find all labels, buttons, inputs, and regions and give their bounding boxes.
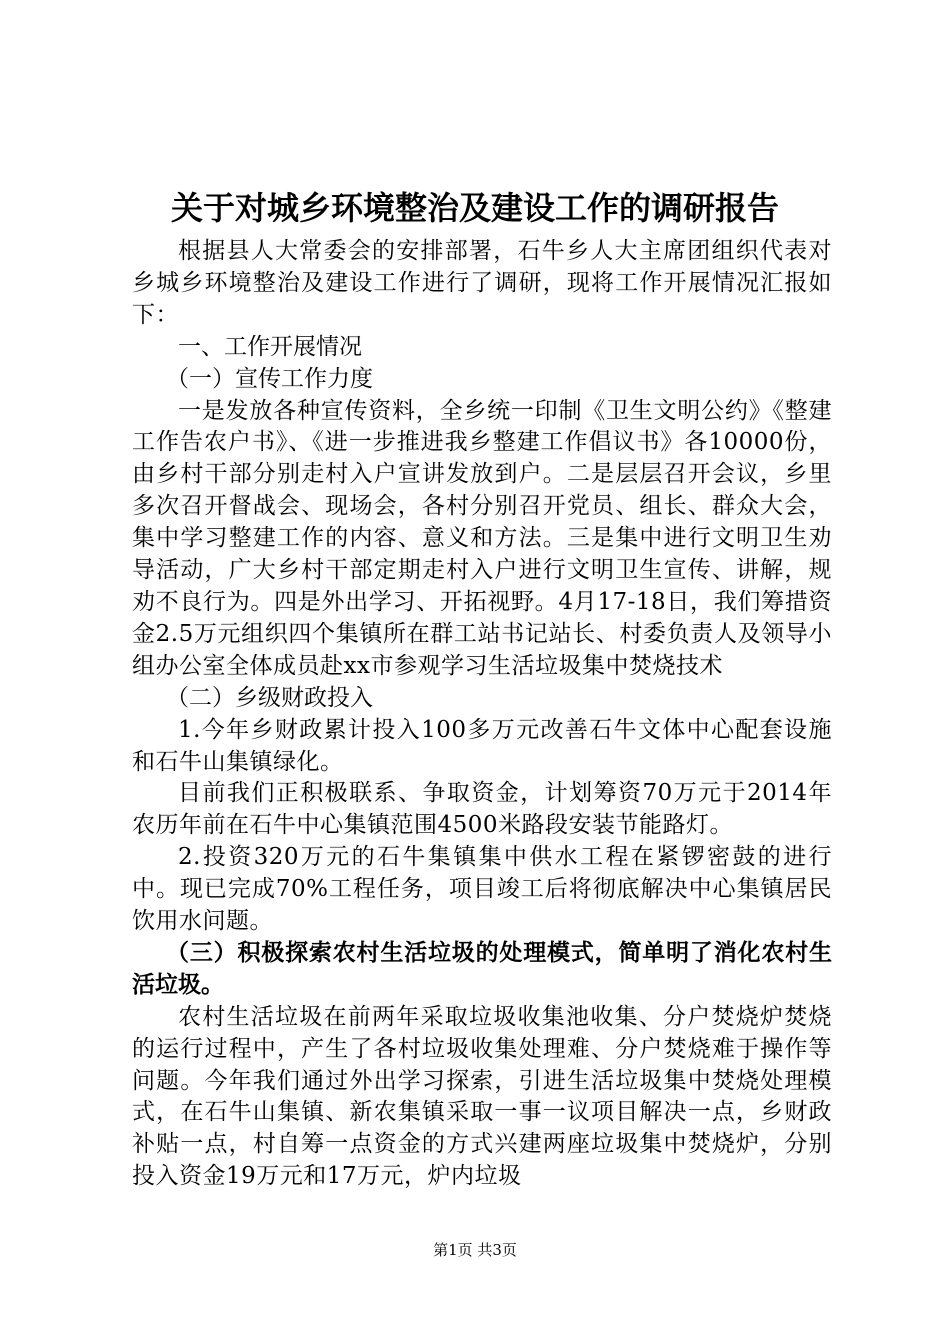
finance-paragraph-1: 1.今年乡财政累计投入100多万元改善石牛文体中心配套设施和石牛山集镇绿化。	[132, 716, 832, 775]
subsection-heading-finance: （二）乡级财政投入	[166, 684, 373, 711]
subsection-heading-publicity: （一）宣传工作力度	[166, 365, 373, 392]
document-title: 关于对城乡环境整治及建设工作的调研报告	[170, 189, 779, 227]
garbage-paragraph: 农村生活垃圾在前两年采取垃圾收集池收集、分户焚烧炉焚烧的运行过程中，产生了各村垃圾收集处理难、分户焚烧难于操作等问题。今年我们通过外出学习探索，引进生活垃圾集中焚烧处理模式，在石牛山集镇、新农集镇采取一事一议项目解决一点，乡财政补贴一点，村自筹一点资金的方式兴建两座垃圾集中焚烧炉，分别投入资金19万元和17万元，炉内垃圾	[132, 1003, 832, 1190]
finance-paragraph-2: 目前我们正积极联系、争取资金，计划筹资70万元于2014年农历年前在石牛中心集镇范围4500米路段安装节能路灯。	[132, 780, 832, 839]
page-number-footer: 第1页 共3页	[433, 1241, 517, 1259]
section-heading-work-status: 一、工作开展情况	[178, 333, 362, 360]
document-body	[132, 236, 832, 1193]
intro-paragraph: 根据县人大常委会的安排部署，石牛乡人大主席团组织代表对乡城乡环境整治及建设工作进行了调研，现将工作开展情况汇报如下：	[132, 238, 832, 328]
finance-paragraph-3: 2.投资320万元的石牛集镇集中供水工程在紧锣密鼓的进行中。现已完成70%工程任务，项目竣工后将彻底解决中心集镇居民饮用水问题。	[132, 844, 832, 935]
publicity-paragraph: 一是发放各种宣传资料，全乡统一印制《卫生文明公约》《整建工作告农户书》、《进一步推进我乡整建工作倡议书》各10000份，由乡村干部分别走村入户宣讲发放到户。二是层层召开会议，乡里多次召开督战会、现场会，各村分别召开党员、组长、群众大会，集中学习整建工作的内容、意义和方法。三是集中进行文明卫生劝导活动，广大乡村干部定期走村入户进行文明卫生宣传、讲解，规劝不良行为。四是外出学习、开拓视野。4月17-18日，我们筹措资金2.5万元组织四个集镇所在群工站书记站长、村委负责人及领导小组办公室全体成员赴xx市参观学习生活垃圾集中焚烧技术	[132, 397, 832, 679]
subsection-heading-garbage: （三）积极探索农村生活垃圾的处理模式，简单明了消化农村生活垃圾。	[132, 939, 832, 998]
